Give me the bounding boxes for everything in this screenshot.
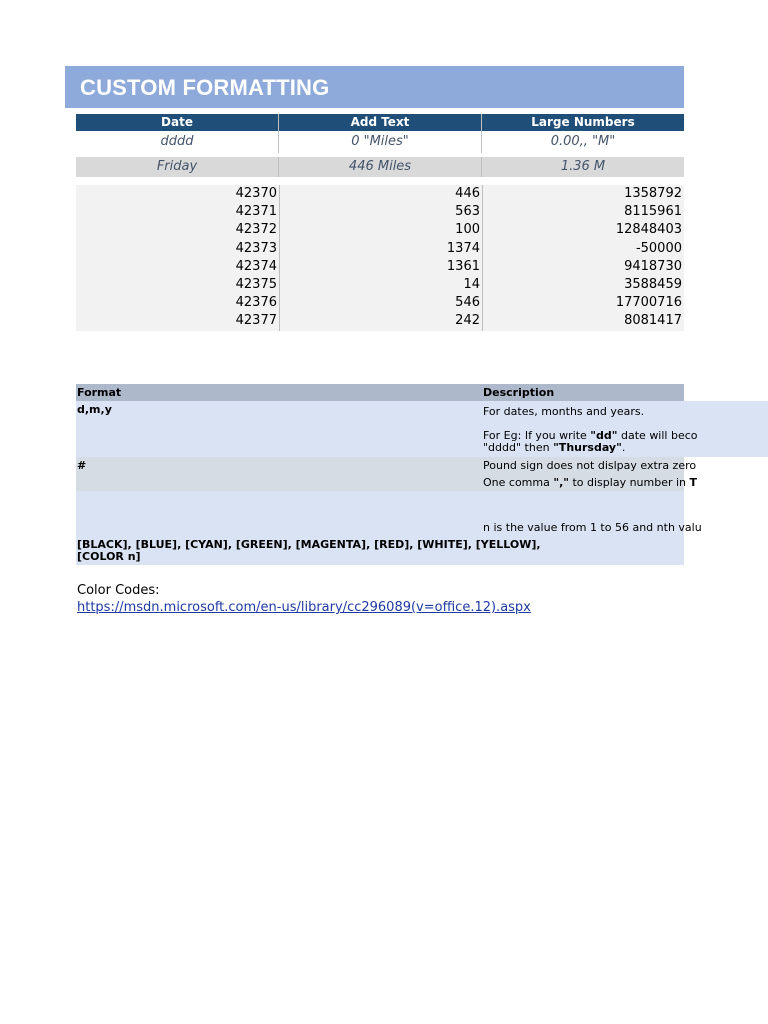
- page-title: CUSTOM FORMATTING: [80, 75, 330, 100]
- color-codes-label: Color Codes:: [77, 583, 160, 598]
- format-description-cell[interactable]: For Eg: If you write "dd" date will beco: [483, 429, 698, 442]
- format-code-add-text[interactable]: 0 "Miles": [279, 131, 482, 153]
- table-cell[interactable]: 12848403: [615, 222, 682, 238]
- table-cell[interactable]: 563: [455, 204, 480, 220]
- table-cell[interactable]: 242: [455, 313, 480, 329]
- table-cell[interactable]: 42371: [235, 204, 277, 220]
- table-cell[interactable]: 1374: [446, 240, 480, 256]
- format-table-header-description[interactable]: Description: [482, 384, 684, 401]
- color-codes-link[interactable]: https://msdn.microsoft.com/en-us/library/cc296089(v=office.12).aspx: [77, 600, 531, 615]
- table-cell[interactable]: 42372: [235, 222, 277, 238]
- format-code-date[interactable]: dddd: [76, 131, 279, 153]
- format-description-cell[interactable]: "dddd" then "Thursday".: [483, 441, 626, 454]
- table-cell[interactable]: 546: [455, 295, 480, 311]
- column-header-add-text[interactable]: Add Text: [279, 114, 482, 131]
- format-description-cell[interactable]: Pound sign does not dislpay extra zero: [483, 459, 697, 472]
- table-cell[interactable]: 1361: [446, 258, 480, 274]
- format-code-cell[interactable]: [BLACK], [BLUE], [CYAN], [GREEN], [MAGENTA], [RED], [WHITE], [YELLOW],: [77, 538, 541, 551]
- title-banner: [65, 66, 684, 108]
- format-result-date[interactable]: Friday: [76, 157, 279, 177]
- table-cell[interactable]: 100: [455, 222, 480, 238]
- format-code-cell[interactable]: d,m,y: [77, 403, 112, 416]
- format-code-large-numbers[interactable]: 0.00,, "M": [482, 131, 684, 153]
- table-cell[interactable]: 42373: [235, 240, 277, 256]
- table-cell[interactable]: 42375: [235, 277, 277, 292]
- column-header-large-numbers[interactable]: Large Numbers: [482, 114, 684, 131]
- format-code-cell[interactable]: [COLOR n]: [77, 550, 141, 563]
- table-cell[interactable]: 3588459: [624, 277, 682, 292]
- table-cell[interactable]: -50000: [635, 240, 682, 256]
- table-cell[interactable]: 42376: [235, 295, 277, 311]
- table-cell[interactable]: 42370: [235, 186, 277, 201]
- format-description-cell[interactable]: For dates, months and years.: [483, 405, 645, 418]
- format-description-cell[interactable]: n is the value from 1 to 56 and nth valu: [483, 521, 702, 534]
- format-result-add-text[interactable]: 446 Miles: [279, 157, 482, 177]
- table-cell[interactable]: 8081417: [624, 313, 682, 329]
- table-cell[interactable]: 1358792: [624, 186, 682, 201]
- column-header-date[interactable]: Date: [76, 114, 279, 131]
- format-description-cell[interactable]: One comma "," to display number in T: [483, 476, 698, 489]
- format-table-header-format[interactable]: Format: [76, 384, 482, 401]
- table-cell[interactable]: 42377: [235, 313, 277, 329]
- table-cell[interactable]: 42374: [235, 258, 277, 274]
- table-cell[interactable]: 8115961: [624, 204, 682, 220]
- table-cell[interactable]: 14: [463, 277, 480, 292]
- table-cell[interactable]: 17700716: [615, 295, 682, 311]
- table-cell[interactable]: 446: [455, 186, 480, 201]
- table-cell[interactable]: 9418730: [624, 258, 682, 274]
- format-result-large-numbers[interactable]: 1.36 M: [482, 157, 684, 177]
- format-code-cell[interactable]: #: [77, 459, 87, 472]
